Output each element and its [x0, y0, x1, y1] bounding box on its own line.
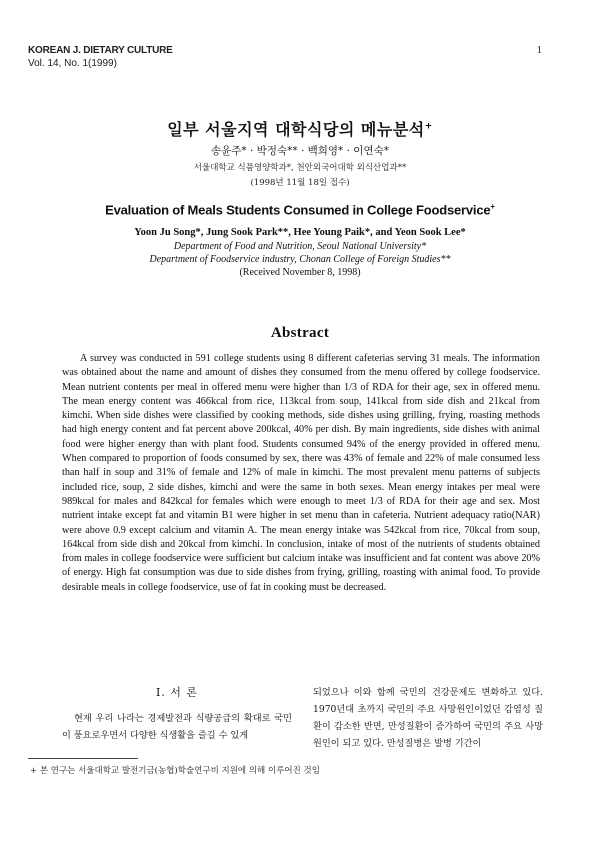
english-title-text: Evaluation of Meals Students Consumed in College Foodservice [105, 202, 491, 218]
page-number: 1 [536, 44, 542, 56]
english-affiliation-1: Department of Food and Nutrition, Seoul National University* [173, 241, 427, 252]
intro-right-column [313, 684, 543, 752]
intro-left-text: 현재 우리 나라는 경제발전과 식량공급의 확대로 국민이 풍요로우면서 다양한 식생활을 즐길 수 있게 [62, 713, 292, 741]
journal-volume: Vol. 14, No. 1(1999) [28, 58, 117, 69]
journal-name: KOREAN J. DIETARY CULTURE [28, 45, 173, 56]
korean-received-date: (1998년 11월 18일 접수) [250, 178, 350, 188]
footnote-divider [28, 758, 138, 759]
korean-affiliation: 서울대학교 식품영양학과*, 천안외국어대학 외식산업과** [193, 163, 407, 173]
english-title-mark: + [490, 202, 495, 211]
journal-header [28, 44, 173, 70]
korean-title-mark: + [424, 121, 433, 132]
english-received-date: (Received November 8, 1998) [239, 267, 361, 278]
intro-heading: I. 서 론 [155, 686, 199, 699]
english-title [0, 202, 600, 217]
english-authors: Yoon Ju Song*, Jung Sook Park**, Hee Young Paik*, and Yeon Sook Lee* [134, 227, 466, 238]
intro-left-column [62, 684, 292, 744]
korean-title [0, 117, 600, 140]
abstract-body: A survey was conducted in 591 college students using 8 different cafeterias serving 31 meals. The information was obtained about the name and amount of dishes they consumed from the menu offered by college foodservice. Mean nutrient contents per meal in offered menu were higher than 1/3 of RDA for their age, sex in offered menu. The mean energy content was 466kcal from rice, 113kcal from soup, 141kcal from side dish and 21kcal from kimchi. When side dishes were classified by cooking methods, side dishes using grilling, frying, roasting methods had high energy content and fat percent above 200kcal, 40% per dish. By main ingredients, side dishes with animal food were higher energy than with plant food. Students consumed 94% of the energy provided in offered menu. When compared to proportion of foods consumed by sex, there was 43% of female and 22% of male consumed less than half in soup and 31% of female and 12% of male in kimchi. The most prevalent menu patterns of subjects included rice, soup, 2 side dishes, kimchi and were the same in both sexes. Mean energy intakes per meal were 989kcal for males and 842kcal for females which were enough to meet 1/3 of RDA for their age and sex. Most nutrient intake except fat and vitamin B1 were higher in set menu than in cafeteria. Nutrient adequacy ratio(NAR) were above 0.9 except calcium and vitamin A. The mean energy intake was 542kcal from rice, 70kcal from soup, 164kcal from side dish and 20kcal from kimchi. In conclusion, intake of most of the nutrients of students obtained from males in college foodservice were sufficient but calcium intake was insufficient and fat content was above 20% of energy. High fat consumption was due to side dishes from frying, grilling, roasting with animal food. To provide desirable meals in college foodservice, use of fat in cooking must be decreased. [62, 353, 540, 593]
footnote: + 본 연구는 서울대학교 발전기금(농협)학술연구비 지원에 의해 이루어진 것임 [30, 766, 320, 776]
korean-authors: 송윤주* · 박정숙** · 백희영* · 이연숙* [210, 145, 389, 157]
abstract-heading: Abstract [270, 325, 330, 341]
english-affiliation-2: Department of Foodservice industry, Chonan College of Foreign Studies** [149, 254, 451, 265]
korean-title-text: 일부 서울지역 대학식당의 메뉴분석 [167, 120, 425, 139]
intro-right-text: 되었으나 이와 함께 국민의 건강문제도 변화하고 있다. 1970년대 초까지 국민의 주요 사망원인이었던 감염성 질환이 감소한 반면, 만성질환이 증가하여 국민의 주요 사망원인이 되고 있다. 만성질병은 발병 기간이 [313, 687, 543, 749]
